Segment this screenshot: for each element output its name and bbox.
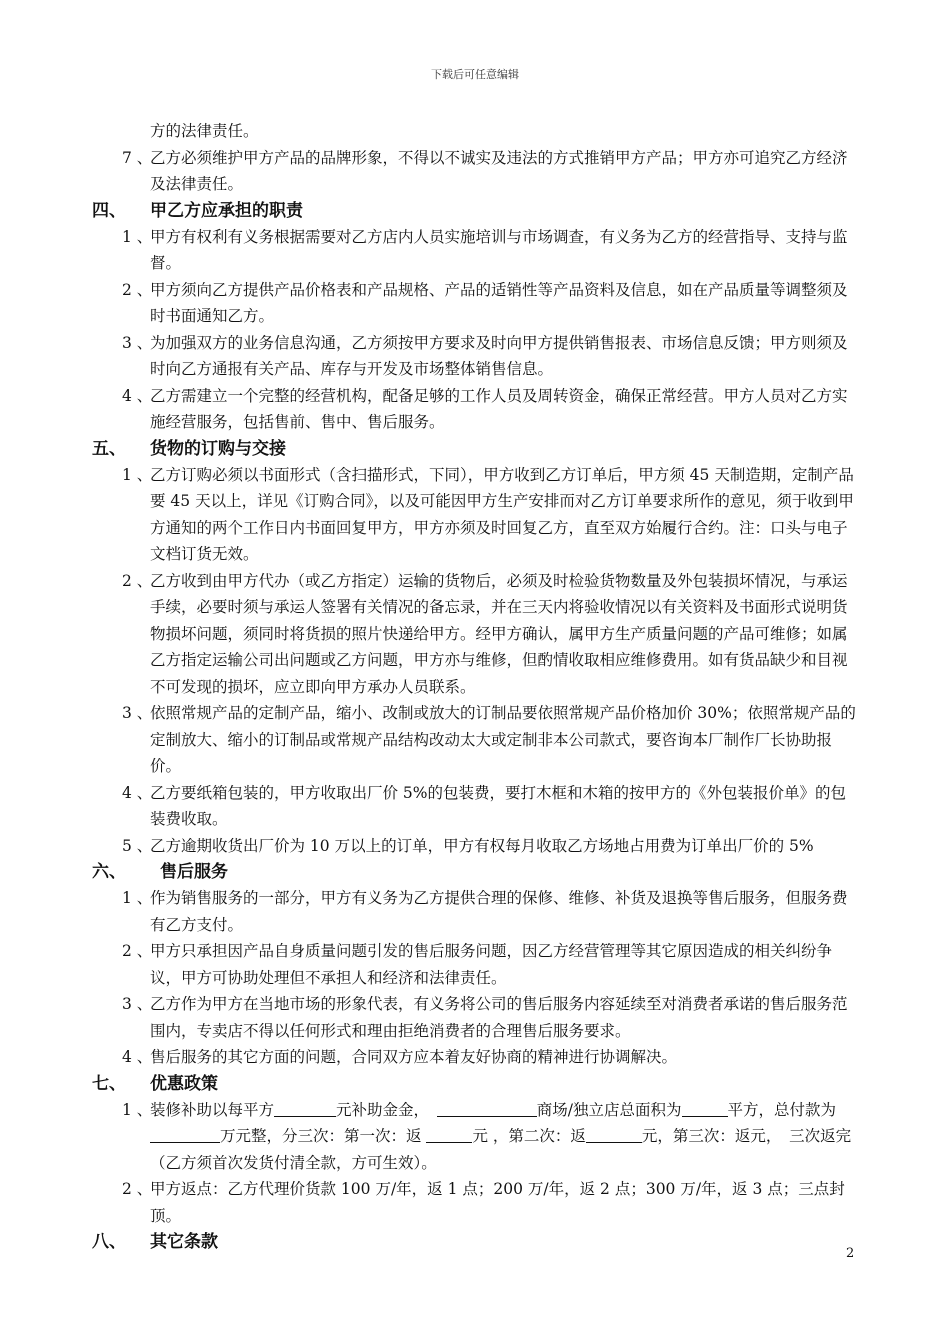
- clause-number: 2 、: [122, 280, 153, 299]
- fill-in-blank[interactable]: [150, 1125, 220, 1143]
- clause-number: 3 、: [122, 704, 153, 722]
- clause-number: 5 、: [122, 836, 153, 855]
- clause-number: 2 、: [122, 942, 153, 960]
- clause-item: [0, 938, 950, 991]
- section-heading-8: [0, 1229, 950, 1255]
- clause-text: 依照常规产品的定制产品，缩小、改制或放大的订制品要依照常规产品价格加价 30%；依照常规产品的定制放大、缩小的订制品或常规产品结构改动太大或定制非本公司款式，要咨询本厂制作厂长协助报价。: [150, 704, 856, 775]
- clause-text: 元，第三次：返: [641, 1127, 751, 1145]
- clause-number: 1 、: [122, 465, 153, 484]
- clause-number: 1 、: [122, 889, 153, 907]
- clause-item: [0, 383, 950, 436]
- clause-text: 乙方必须维护甲方产品的品牌形象，不得以不诚实及违法的方式推销甲方产品；甲方亦可追究乙方经济及法律责任。: [150, 148, 848, 193]
- section-heading-7: [0, 1071, 950, 1097]
- clause-text: 元， 三次返完（乙方须首次发货付清全款，方可生效）。: [150, 1127, 852, 1172]
- page-number: 2: [846, 1246, 855, 1261]
- section-number: 六、: [92, 862, 126, 882]
- clause-text: 甲方只承担因产品自身质量问题引发的售后服务问题，因乙方经营管理等其它原因造成的相关纠纷争议，甲方可协助处理但不承担人和经济和法律责任。: [150, 942, 833, 987]
- clause-text: 平方，总付款为: [727, 1100, 837, 1119]
- fill-in-blank[interactable]: [274, 1099, 336, 1117]
- clause-item: [0, 780, 950, 833]
- clause-text: 装修补助以每平方: [150, 1100, 275, 1119]
- clause-item: [0, 224, 950, 277]
- fill-in-blank[interactable]: [426, 1125, 472, 1143]
- clause-text: 作为销售服务的一部分，甲方有义务为乙方提供合理的保修、维修、补货及退换等售后服务，但服务费有乙方支付。: [150, 889, 848, 934]
- fill-in-blank[interactable]: [586, 1125, 642, 1143]
- clause-text: 元补助金金，: [336, 1100, 422, 1119]
- clause-number: 1 、: [122, 1100, 153, 1119]
- section-title: 货物的订购与交接: [150, 438, 286, 459]
- section-title: 甲乙方应承担的职责: [150, 200, 303, 221]
- clause-item: [0, 885, 950, 938]
- clause-text: 售后服务的其它方面的问题，合同双方应本着友好协商的精神进行协调解决。: [150, 1048, 678, 1066]
- clause-item: [0, 833, 950, 860]
- section-heading-6: [0, 859, 950, 885]
- clause-number: 1 、: [122, 227, 153, 246]
- clause-text: 乙方需建立一个完整的经营机构，配备足够的工作人员及周转资金，确保正常经营。甲方人员对乙方实施经营服务，包括售前、售中、售后服务。: [150, 386, 848, 431]
- clause-text: 为加强双方的业务信息沟通，乙方须按甲方要求及时向甲方提供销售报表、市场信息反馈；甲方则须及时向乙方通报有关产品、库存与开发及市场整体销售信息。: [150, 333, 848, 378]
- section-number: 五、: [92, 438, 126, 459]
- page-header: 下载后可任意编辑: [431, 68, 519, 81]
- clause-text: 乙方逾期收货出厂价为 10 万以上的订单，甲方有权每月收取乙方场地占用费为订单出厂价的 5%: [150, 836, 814, 855]
- clause-number: 4 、: [122, 386, 153, 405]
- clause-number: 3 、: [122, 333, 153, 352]
- clause-item: [0, 568, 950, 701]
- clause-number: 7 、: [122, 148, 153, 167]
- clause-item: [0, 1044, 950, 1071]
- clause-item: [0, 277, 950, 330]
- document-body: [0, 118, 950, 1255]
- clause-item: [0, 462, 950, 568]
- clause-text: 商场/独立店总面积为: [536, 1100, 682, 1119]
- clause-item: [0, 991, 950, 1044]
- clause-item: [0, 700, 950, 780]
- clause-number: 3 、: [122, 995, 153, 1013]
- clause-item: [0, 145, 950, 198]
- fill-in-blank[interactable]: [682, 1099, 728, 1117]
- clause-text: 元 ，第二次：返: [472, 1127, 586, 1145]
- clause-text: 乙方作为甲方在当地市场的形象代表，有义务将公司的售后服务内容延续至对消费者承诺的售后服务范围内，专卖店不得以任何形式和理由拒绝消费者的合理售后服务要求。: [150, 995, 848, 1040]
- clause-text: 乙方收到由甲方代办（或乙方指定）运输的货物后，必须及时检验货物数量及外包装损坏情况，与承运手续，必要时须与承运人签署有关情况的备忘录，并在三天内将验收情况以有关资料及书面形式说明货物损坏问题，须同时将货损的照片快递给甲方。经甲方确认，属甲方生产质量问题的产品可维修；如属乙方指定运输公司出问题或乙方问题，甲方亦与维修，但酌情收取相应维修费用。如有货品缺少和目视不可发现的损坏，应立即向甲方承办人员联系。: [150, 571, 848, 696]
- clause-number: 2 、: [122, 1180, 153, 1198]
- clause-item: [0, 1176, 950, 1229]
- fill-in-blank[interactable]: [437, 1099, 537, 1117]
- section-title: 其它条款: [150, 1232, 218, 1252]
- clause-text: 乙方要纸箱包装的，甲方收取出厂价 5%的包装费，要打木框和木箱的按甲方的《外包装报价单》的包装费收取。: [150, 783, 847, 828]
- section-heading-4: [0, 198, 950, 224]
- clause-number: 2 、: [122, 571, 153, 590]
- clause-item-with-blanks: [0, 1097, 950, 1177]
- clause-text: 甲方须向乙方提供产品价格表和产品规格、产品的适销性等产品资料及信息，如在产品质量等调整须及时书面通知乙方。: [150, 280, 848, 325]
- clause-text: 甲方返点：乙方代理价货款 100 万/年，返 1 点；200 万/年，返 2 点；300 万/年，返 3 点；三点封顶。: [150, 1180, 845, 1225]
- continuation-text: 方的法律责任。: [150, 122, 259, 140]
- clause-text: 万元整，分三次：第一次：返: [220, 1127, 422, 1145]
- section-number: 七、: [92, 1073, 126, 1094]
- section-number: 四、: [92, 200, 126, 221]
- clause-number: 4 、: [122, 783, 153, 802]
- section-title: 优惠政策: [150, 1073, 218, 1094]
- clause-number: 4 、: [122, 1048, 153, 1066]
- section-title: 售后服务: [160, 862, 228, 882]
- section-heading-5: [0, 436, 950, 462]
- clause-item: [0, 330, 950, 383]
- section-number: 八、: [92, 1232, 126, 1252]
- clause-text: 甲方有权利有义务根据需要对乙方店内人员实施培训与市场调查，有义务为乙方的经营指导、支持与监督。: [150, 227, 848, 272]
- clause-text: 乙方订购必须以书面形式（含扫描形式，下同），甲方收到乙方订单后，甲方须 45 天制造期，定制产品要 45 天以上，详见《订购合同》，以及可能因甲方生产安排而对乙方订单要求所作的意见，须于收到甲方通知的两个工作日内书面回复甲方，甲方亦须及时回复乙方，直至双方始履行合约。注：口头与电子文档订货无效。: [150, 465, 854, 563]
